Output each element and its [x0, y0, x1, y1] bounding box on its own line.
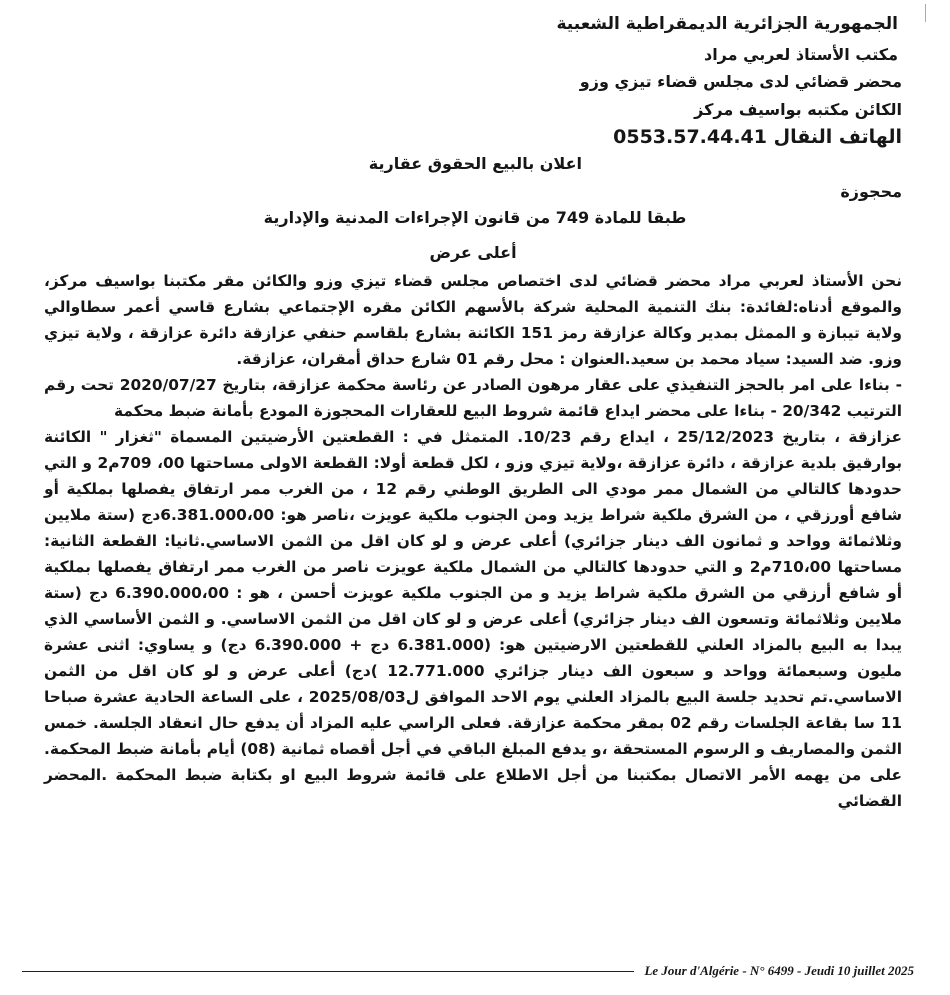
announcement-title: اعلان بالبيع الحقوق عقارية — [368, 154, 582, 173]
publication-credit: Le Jour d'Algérie - N° 6499 - Jeudi 10 juillet 2025 — [644, 963, 914, 978]
footer-rule — [22, 971, 634, 972]
republic-header: الجمهورية الجزائرية الديمقراطية الشعبية — [556, 14, 898, 34]
publication-footer — [22, 959, 914, 983]
notice-body — [44, 240, 902, 814]
paragraph-parties: نحن الأستاذ لعربي مراد محضر قضائي لدى اختصاص مجلس قضاء تيزي وزو والكائن مقر مكتبنا بواسيف مركز، والموقع أدناه:لفائدة: بنك التنمية المحلية شركة بالأسهم الكائن مقره الإجتماعي بشارع قاسي أعمر سطاوالي ولاية تيبازة و الممثل بمدير وكالة عزازقة رمز 151 الكائنة بشارع بلقاسم حنفي عزازقة دائرة عزازقة ، ولاية تيزي وزو. ضد السيد: سياد محمد بن سعيد.العنوان : محل رقم 01 شارع حداق أمقران، عزازقة. — [44, 272, 903, 368]
page-corner-mark — [925, 4, 944, 22]
court-line: محضر قضائي لدى مجلس قضاء تيزي وزو — [579, 72, 902, 91]
phone-number: الهاتف النقال 0553.57.44.41 — [613, 126, 902, 148]
paragraph-property-sale: عزازقة ، بتاريخ 25/12/2023 ، ايداع رقم 10/23. المتمثل في : القطعتين الأرضيتين المسماة "ثغزار " الكائنة بوارقيق بلدية عزازقة ، دائرة عزازقة ،ولاية تيزي وزو ، لكل قطعة أولا: القطعة الاولى مساحتها 00، 709م2 و التي حدودها كالتالي من الشمال ممر مودي الى الطريق الوطني رقم 12 ، من الغرب ممر ارتفاق يفصلها بملكية أو شافع أورزقي ، من الشرق ملكية شراط يزيد ومن الجنوب ملكية عويزت ،ناصر هو: 6.381.000،00دج (ستة ملايين وثلاثمائة وواحد و ثمانون الف دينار جزائري) أعلى عرض و لو كان اقل من الثمن الاساسي.ثانيا: القطعة الثانية: مساحتها 710،00م2 و التي حدودها كالتالي من الشمال ملكية عويزت ناصر من الغرب ممر ارتفاق يفصلها بملكية أو شافع أرزقي من الشرق ملكية شراط يزيد و من الجنوب ملكية عويزت أحسن ، هو : 6.390.000،00 دج (ستة ملايين وثلاثمائة وتسعون الف دينار جزائري) أعلى عرض و لو كان اقل من الثمن الاساسي. و الثمن الأساسي الذي يبدا به البيع بالمزاد العلني للقطعتين الارضيتين هو: (6.381.000 دج + 6.390.000 دج) و يساوي: اثنى عشرة مليون وسبعمائة وواحد و سبعون الف دينار جزائري 12.771.000 )دج) أعلى عرض و لو كان اقل من الثمن الاساسي.تم تحديد جلسة البيع بالمزاد العلني يوم الاحد الموافق ل2025/08/03 ، على الساعة الحادية عشرة صباحا 11 سا بقاعة الجلسات رقم 02 بمقر محكمة عزازقة. فعلى الراسي عليه المزاد أن يدفع حال انعقاد الجلسة. خمس الثمن والمصاريف و الرسوم المستحقة ،و يدفع المبلغ الباقي في أجل أقصاه ثمانية (08) أيام بأمانة ضبط المحكمة. على من يهمه الأمر الاتصال بمكتبنا من أجل الاطلاع على قائمة شروط البيع او بكتابة ضبط المحكمة .المحضر القضائي — [44, 428, 903, 810]
seized-label: محجوزة — [840, 182, 902, 201]
paragraph-order: - بناءا على امر بالحجز التنفيذي على عقار مرهون الصادر عن رئاسة محكمة عزازقة، بتاريخ 2020/07/27 تحت رقم الترتيب 20/342 - بناءا على محضر ايداع قائمة شروط البيع للعقارات المحجوزة المودع بأمانة ضبط محكمة — [44, 376, 902, 420]
best-offer-heading: أعلى عرض — [429, 243, 517, 262]
article-reference: طبقا للمادة 749 من قانون الإجراءات المدنية والإدارية — [263, 208, 687, 227]
office-address: الكائن مكتبه بواسيف مركز — [694, 100, 902, 119]
office-name: مكتب الأستاذ لعربي مراد — [703, 45, 898, 64]
